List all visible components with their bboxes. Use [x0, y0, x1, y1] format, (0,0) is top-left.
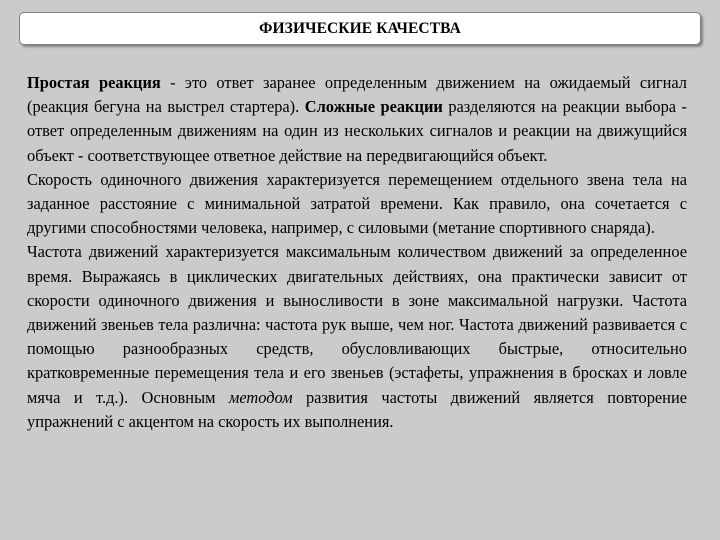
paragraph-single-movement-speed: Скорость одиночного движения характеризуется перемещением отдельного звена тела на заданное расстояние с минимальной затратой времени. Как правило, она сочетается с другими способностями человека, например, с силовыми (метание спортивного снаряда). — [27, 169, 687, 238]
simple-reaction-text: - это ответ заранее определенным движением на ожидаемый сигнал (реакция бегуна на выстрел стартера). — [27, 73, 687, 117]
title-banner — [19, 12, 701, 45]
frequency-text-1: Частота движений характеризуется максимальным количеством движений за определенное время. Выражаясь в циклических двигательных действиях, она практически зависит от скорости одиночного движения и выносливости в зоне максимальной нагрузки. Частота движений звеньев тела различна: частота рук выше, чем ног. Частота движений развивается с помощью разнообразных средств, обусловливающих быстрые, относительно кратковременные перемещения тела и его звеньев (эстафеты, упражнения в бросках и ловле мяча и т.д.). Основным — [27, 242, 687, 407]
frequency-text-2: развития частоты движений является повторение упражнений с акцентом на скорость их выполнения. — [27, 387, 687, 431]
emphasis-method: методом — [228, 387, 293, 407]
page-title: ФИЗИЧЕСКИЕ КАЧЕСТВА — [259, 19, 461, 37]
body-text — [27, 71, 687, 434]
paragraph-movement-frequency — [27, 240, 687, 434]
term-simple-reaction: Простая реакция — [27, 73, 161, 92]
complex-reactions-text: разделяются на реакции выбора - ответ определенным движениям на один из нескольких сигналов и реакции на движущийся объект - соответствующее ответное действие на передвигающийся объект. — [27, 97, 687, 165]
paragraph-reactions — [27, 71, 687, 168]
term-complex-reactions: Сложные реакции — [304, 97, 443, 117]
